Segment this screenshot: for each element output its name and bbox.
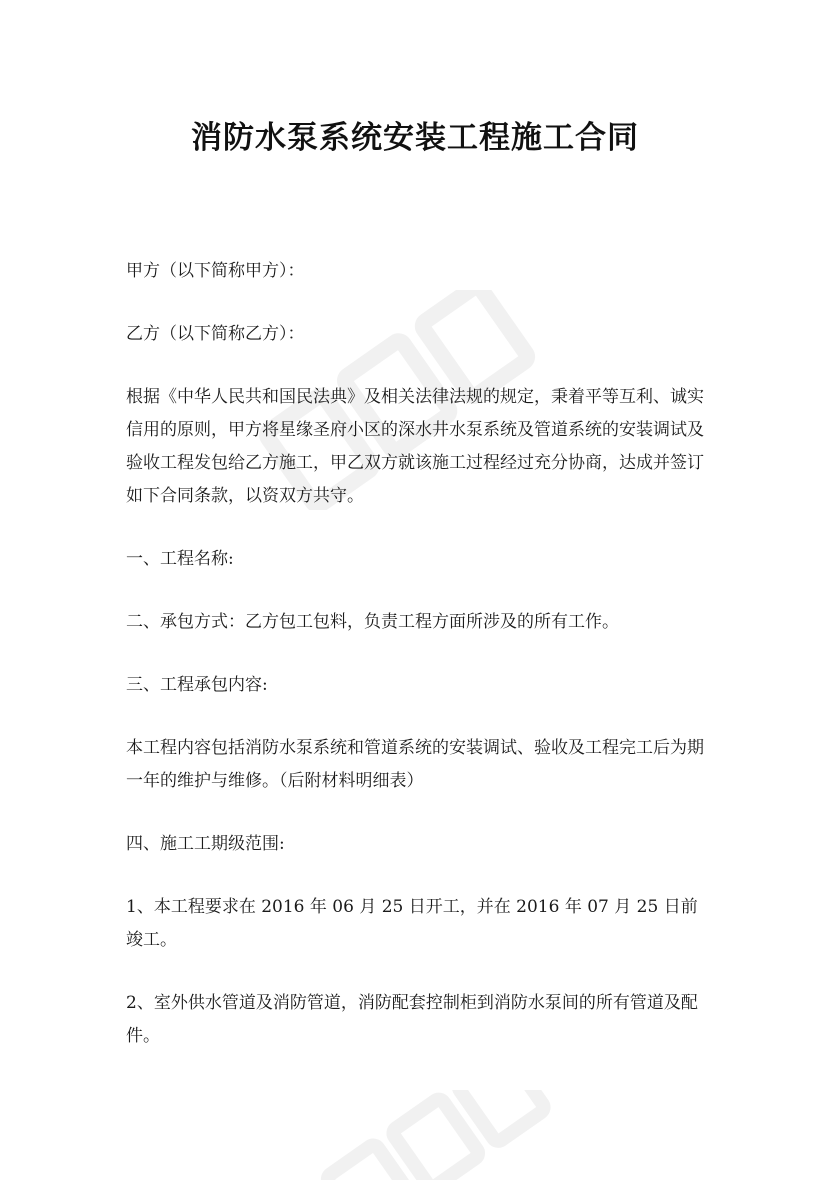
section-heading: 四、施工工期级范围: <box>126 834 285 854</box>
preamble-paragraph: 根据《中华人民共和国民法典》及相关法律法规的规定，秉着平等互利、诚实信用的原则，甲方将星缘圣府小区的深水井水泵系统及管道系统的安装调试及验收工程发包给乙方施工，甲乙双方就该施工过程经过充分协商，达成并签订如下合同条款，以资双方共守。 <box>126 387 704 506</box>
contract-title: 消防水泵系统安装工程施工合同 <box>191 120 639 156</box>
watermark-icon <box>300 1090 560 1180</box>
section-heading: 三、工程承包内容: <box>126 675 268 695</box>
schedule-item: 1、本工程要求在 2016 年 06 月 25 日开工，并在 2016 年 07 月 25 日前竣工。 <box>126 897 698 950</box>
party-a-line: 甲方（以下简称甲方）： <box>126 261 305 281</box>
scope-item: 2、室外供水管道及消防管道，消防配套控制柜到消防水泵间的所有管道及配件。 <box>126 993 698 1046</box>
party-b-line: 乙方（以下简称乙方）： <box>126 324 305 344</box>
contract-body <box>126 255 711 1053</box>
section-heading: 二、承包方式：乙方包工包料，负责工程方面所涉及的所有工作。 <box>126 612 619 632</box>
scope-paragraph: 本工程内容包括消防水泵系统和管道系统的安装调试、验收及工程完工后为期一年的维护与维修。（后附材料明细表） <box>126 738 704 791</box>
section-heading: 一、工程名称: <box>126 549 234 569</box>
